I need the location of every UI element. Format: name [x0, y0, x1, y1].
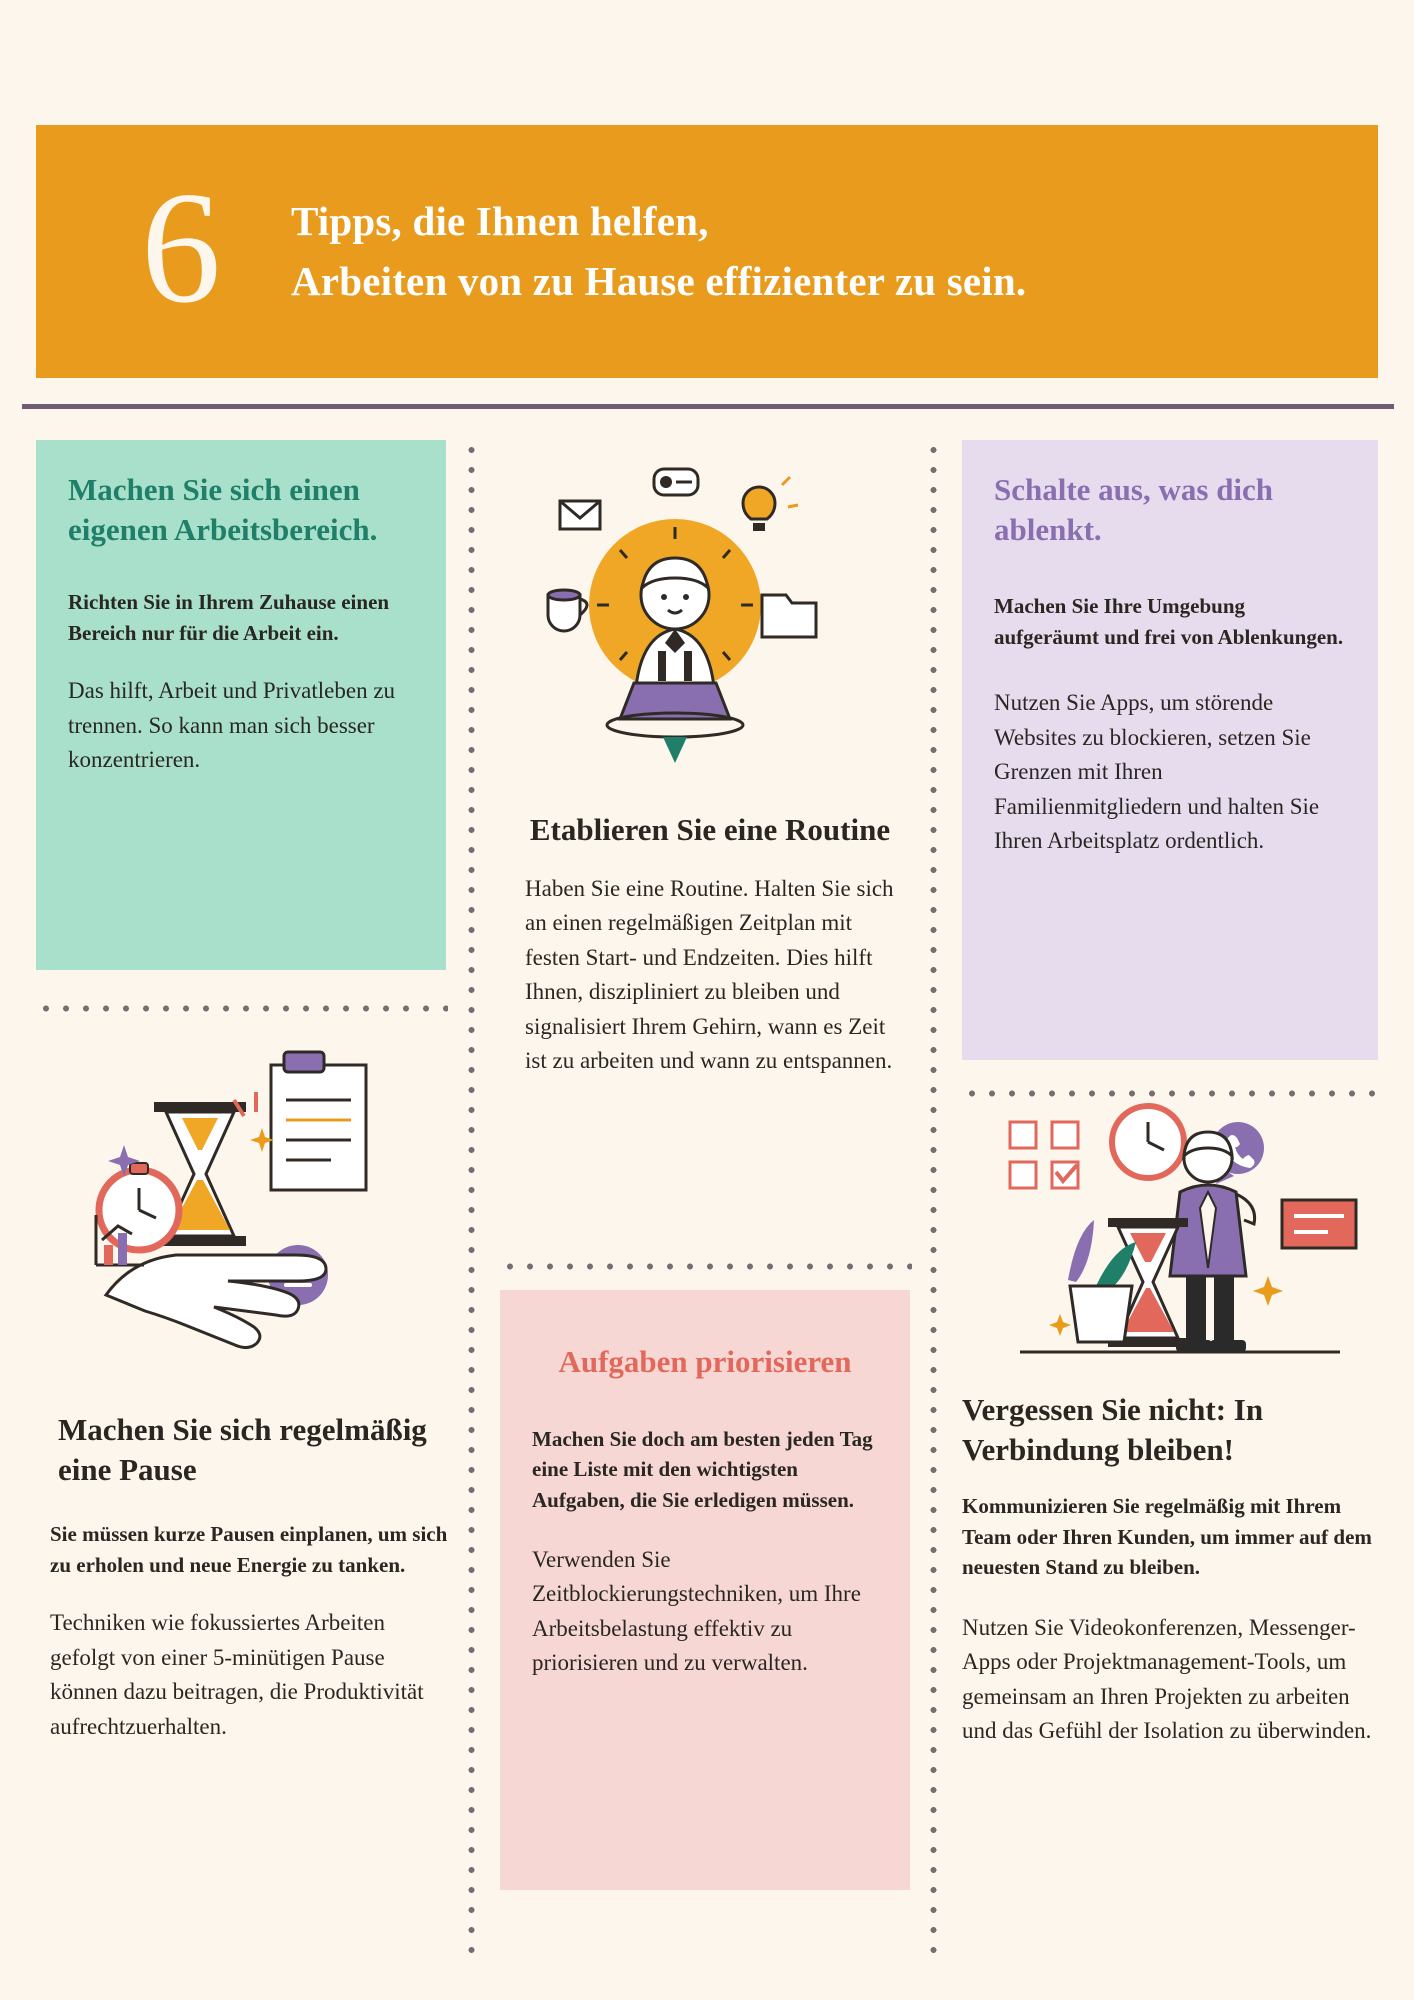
column-divider-right [930, 440, 937, 1960]
section-divider-column3 [962, 1090, 1380, 1097]
tip-body-stay-connected: Nutzen Sie Videokonferenzen, Messenger-Apps oder Projektmanagement-Tools, um gemeinsam an Ihren Projekten zu arbeiten und das Gefühl der Isolation zu überwinden. [962, 1614, 1372, 1744]
section-divider-column1 [36, 1005, 448, 1012]
section-divider-column2 [500, 1263, 912, 1270]
column-divider-left [468, 440, 475, 1960]
tip-bold-stay-connected: Kommunizieren Sie regelmäßig mit Ihrem Team oder Ihren Kunden, um immer auf dem neuesten Stand zu bleiben. [962, 1494, 1372, 1580]
tip-title-prioritize: Aufgaben priorisieren [558, 1344, 852, 1379]
tip-card-prioritize [500, 1290, 910, 1890]
tip-body-distractions: Nutzen Sie Apps, um störende Websites zu blockieren, setzen Sie Grenzen mit Ihren Familienmitgliedern und halten Sie Ihren Arbeitsplatz ordentlich. [994, 690, 1320, 854]
tip-bold-workspace: Richten Sie in Ihrem Zuhause einen Bereich nur für die Arbeit ein. [68, 590, 390, 645]
tip-count-number: 6 [141, 157, 219, 336]
person-at-laptop-in-clock-illustration [530, 455, 820, 785]
tip-body-workspace: Das hilft, Arbeit und Privatleben zu trennen. So kann man sich besser konzentrieren. [68, 678, 396, 773]
tip-body-routine: Haben Sie eine Routine. Halten Sie sich an einen regelmäßigen Zeitplan mit festen Start- und Endzeiten. Dies hilft Ihnen, diszipliniert zu bleiben und signalisiert Ihrem Gehirn, wann es Zeit ist zu arbeiten und wann zu entspannen. [525, 875, 894, 1074]
tip-body-prioritize: Verwenden Sie Zeitblockierungstechniken, um Ihre Arbeitsbelastung effektiv zu priorisieren und zu verwalten. [532, 1546, 861, 1676]
page-title-line-2: Arbeiten von zu Hause effizienter zu sein. [291, 257, 1027, 304]
tip-title-routine: Etablieren Sie eine Routine [529, 812, 891, 847]
page-title [291, 192, 1026, 311]
tip-card-workspace [36, 440, 446, 970]
tip-title-breaks: Machen Sie sich regelmäßig eine Pause [58, 1412, 427, 1487]
tip-title-workspace: Machen Sie sich einen eigenen Arbeitsbereich. [68, 472, 378, 547]
tip-block-stay-connected [962, 1390, 1382, 1749]
header-divider-rule [22, 404, 1394, 409]
tip-bold-distractions: Machen Sie Ihre Umgebung aufgeräumt und frei von Ablenkungen. [994, 594, 1344, 649]
tip-block-routine [525, 810, 895, 1079]
tip-body-breaks: Techniken wie fokussiertes Arbeiten gefolgt von einer 5-minütigen Pause können dazu beitragen, die Produktivität aufrechtzuerhalten. [50, 1610, 424, 1739]
tip-block-breaks [50, 1410, 450, 1744]
person-with-hourglass-and-checklist-illustration [1000, 1100, 1360, 1390]
tip-bold-prioritize: Machen Sie doch am besten jeden Tag eine Liste mit den wichtigsten Aufgaben, die Sie erledigen müssen. [532, 1426, 873, 1512]
tip-card-distractions [962, 440, 1378, 1060]
header-band [36, 125, 1378, 378]
tip-title-stay-connected: Vergessen Sie nicht: In Verbindung bleiben! [962, 1392, 1264, 1467]
tip-bold-breaks: Sie müssen kurze Pausen einplanen, um sich zu erholen und neue Energie zu tanken. [50, 1522, 448, 1577]
page-title-line-1: Tipps, die Ihnen helfen, [291, 198, 709, 245]
hourglass-in-hand-illustration [66, 1040, 416, 1370]
tip-title-distractions: Schalte aus, was dich ablenkt. [994, 472, 1274, 547]
